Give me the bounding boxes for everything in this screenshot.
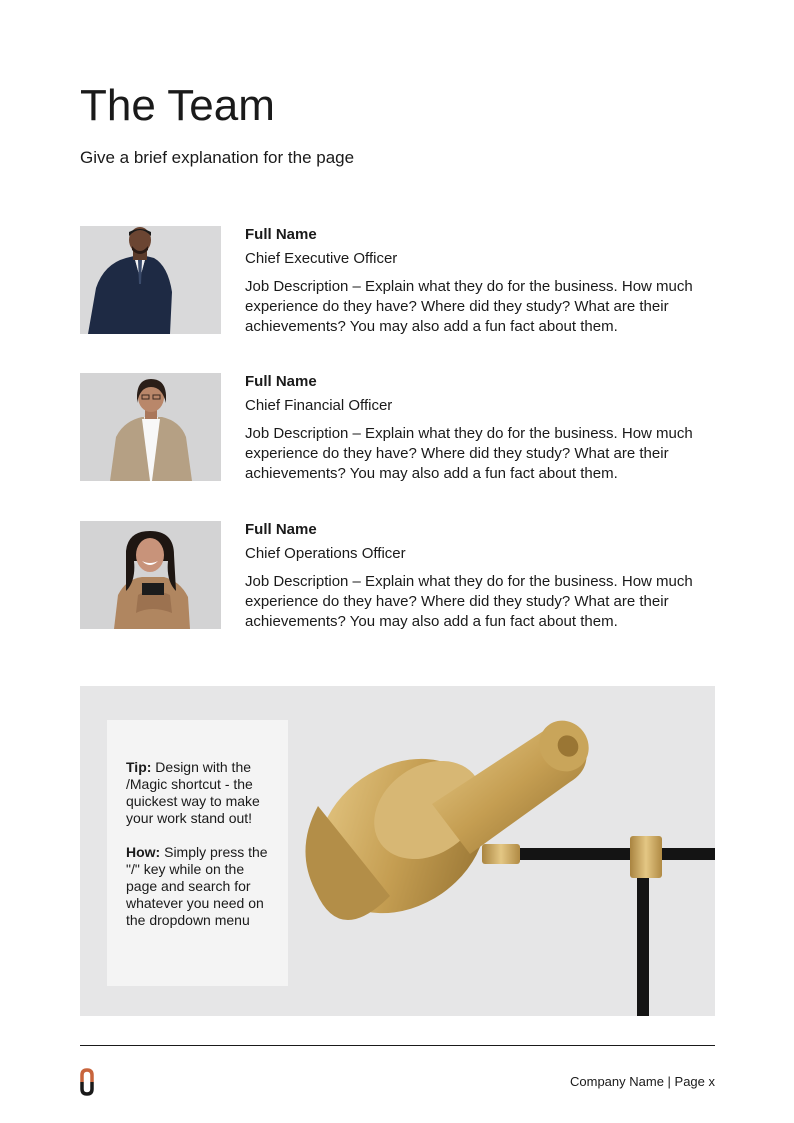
footer-company-page: Company Name | Page x [570, 1074, 715, 1089]
tip-box [107, 720, 288, 986]
member-photo-coo [80, 521, 221, 629]
member-name: Full Name [245, 226, 317, 243]
tip-text: Design with the /Magic shortcut - the quickest way to make your work stand out! [126, 759, 260, 826]
how-paragraph [126, 844, 276, 929]
team-member-3 [80, 521, 716, 629]
member-description: Job Description – Explain what they do for the business. How much experience do they have? Where did they study? What are their achievements? You may also add a fun fact about them. [245, 425, 693, 482]
how-label: How: [126, 844, 161, 860]
member-role: Chief Operations Officer [245, 545, 406, 562]
page-title: The Team [80, 81, 275, 130]
tip-label: Tip: [126, 759, 152, 775]
footer-divider [80, 1045, 715, 1046]
member-description: Job Description – Explain what they do for the business. How much experience do they have? Where did they study? What are their achievements? You may also add a fun fact about them. [245, 278, 693, 335]
team-member-2 [80, 373, 716, 481]
member-name: Full Name [245, 521, 317, 538]
member-role: Chief Financial Officer [245, 397, 393, 414]
member-role: Chief Executive Officer [245, 250, 398, 267]
tip-banner [80, 686, 715, 1016]
tip-paragraph [126, 759, 276, 827]
member-name: Full Name [245, 373, 317, 390]
member-description: Job Description – Explain what they do for the business. How much experience do they have? Where did they study? What are their achievements? You may also add a fun fact about them. [245, 573, 693, 630]
team-member-1 [80, 226, 716, 334]
how-text: Simply press the "/" key while on the page and search for whatever you need on the dropdown menu [126, 844, 268, 928]
company-logo-icon [80, 1068, 94, 1101]
member-photo-cfo [80, 373, 221, 481]
member-photo-ceo [80, 226, 221, 334]
page-subtitle: Give a brief explanation for the page [80, 148, 355, 167]
